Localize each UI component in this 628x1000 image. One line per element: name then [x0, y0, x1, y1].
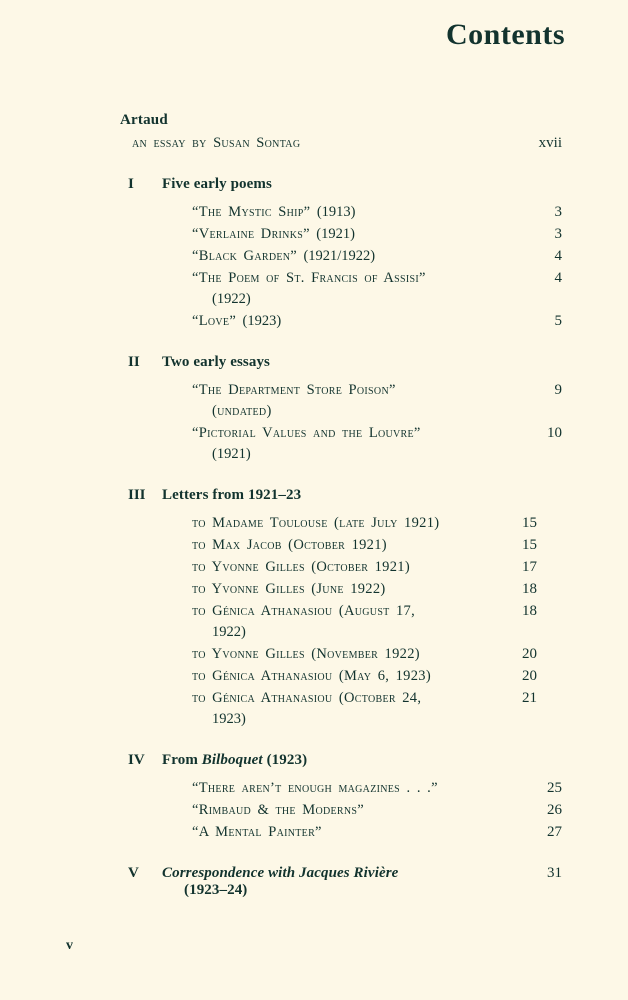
toc-entry-page-number: 4	[554, 270, 562, 286]
toc-entry[interactable]	[0, 224, 628, 245]
toc-part-title: Correspondence with Jacques Rivière (1923–24)	[162, 865, 492, 899]
toc-part-heading[interactable]	[0, 487, 628, 509]
toc-entry-page-number: 27	[547, 824, 562, 840]
toc-part-title: From Bilboquet (1923)	[162, 752, 308, 768]
toc-group-part-v	[0, 865, 628, 898]
toc-body	[0, 112, 628, 898]
toc-part-title: Five early poems	[162, 176, 272, 192]
toc-entry-page-number: 5	[554, 313, 562, 329]
toc-entry[interactable]	[0, 800, 628, 821]
toc-entry-label: to Génica Athanasiou (May 6, 1923)	[192, 668, 431, 684]
toc-entry-page-number: 9	[554, 382, 562, 398]
toc-entry[interactable]	[0, 380, 628, 422]
toc-entry-page-number: 25	[547, 780, 562, 796]
toc-entry-page-number: 15	[522, 537, 537, 553]
toc-entry-page-number: 4	[554, 248, 562, 264]
toc-entry[interactable]	[0, 666, 628, 687]
toc-entry[interactable]	[0, 133, 628, 154]
toc-entry-continuation: (undated)	[212, 403, 272, 419]
toc-entry[interactable]	[0, 202, 628, 223]
toc-entry-label: “Rimbaud & the Moderns”	[192, 802, 364, 818]
toc-entry[interactable]	[0, 822, 628, 843]
toc-part-title: Two early essays	[162, 354, 270, 370]
toc-entry[interactable]	[0, 311, 628, 332]
toc-entry-label: to Yvonne Gilles (June 1922)	[192, 581, 386, 597]
toc-part-title-continuation: (1923–24)	[184, 882, 248, 898]
toc-part-heading[interactable]	[0, 176, 628, 198]
toc-entry-label: “Black Garden” (1921/1922)	[192, 248, 376, 264]
toc-entry-page-number: 21	[522, 690, 537, 706]
toc-entry-list	[0, 202, 628, 332]
toc-entry-continuation: 1923)	[212, 711, 246, 727]
toc-entry[interactable]	[0, 246, 628, 267]
toc-entry-list	[0, 380, 628, 465]
toc-part-heading[interactable]	[0, 865, 628, 898]
toc-entry-label: “Verlaine Drinks” (1921)	[192, 226, 355, 242]
toc-entry-label: to Génica Athanasiou (August 17, 1922)	[192, 601, 522, 643]
toc-entry-label: to Max Jacob (October 1921)	[192, 537, 387, 553]
toc-entry[interactable]	[0, 778, 628, 799]
toc-entry-label: “The Poem of St. Francis of Assisi” (1922)	[192, 268, 502, 310]
toc-entry-page-number: 18	[522, 581, 537, 597]
toc-group-part-ii	[0, 354, 628, 465]
toc-entry-page-number: 26	[547, 802, 562, 818]
toc-part-title: Letters from 1921–23	[162, 487, 302, 503]
toc-entry-label: to Génica Athanasiou (October 24, 1923)	[192, 688, 522, 730]
toc-entry-list	[0, 133, 628, 154]
toc-entry-page-number: 20	[522, 668, 537, 684]
toc-entry-label: to Yvonne Gilles (October 1921)	[192, 559, 410, 575]
toc-entry-list	[0, 513, 628, 730]
toc-part-numeral: III	[128, 487, 146, 503]
toc-entry-date: (1921)	[316, 226, 355, 242]
toc-entry-page-number: 18	[522, 603, 537, 619]
toc-part-heading[interactable]	[0, 354, 628, 376]
toc-entry-label: an essay by Susan Sontag	[132, 135, 301, 151]
toc-entry-label: “Pictorial Values and the Louvre” (1921)	[192, 423, 502, 465]
toc-entry[interactable]	[0, 601, 628, 643]
toc-entry[interactable]	[0, 557, 628, 578]
toc-entry[interactable]	[0, 535, 628, 556]
folio-page-number: v	[66, 938, 73, 953]
toc-entry-label: “A Mental Painter”	[192, 824, 322, 840]
toc-group-part-iv	[0, 752, 628, 843]
toc-entry-label: to Yvonne Gilles (November 1922)	[192, 646, 420, 662]
page-title: Contents	[445, 18, 565, 51]
toc-part-heading[interactable]	[0, 752, 628, 774]
toc-entry[interactable]	[0, 644, 628, 665]
toc-entry-label: “The Department Store Poison” (undated)	[192, 380, 502, 422]
toc-part-numeral: I	[128, 176, 134, 192]
toc-entry[interactable]	[0, 423, 628, 465]
toc-entry-page-number: 10	[547, 425, 562, 441]
front-matter-title: Artaud	[120, 112, 168, 128]
toc-entry-page-number: 3	[554, 226, 562, 242]
toc-entry[interactable]	[0, 513, 628, 534]
toc-entry-continuation: (1921)	[212, 446, 251, 462]
toc-entry-continuation: (1922)	[212, 291, 251, 307]
toc-entry-label: “The Mystic Ship” (1913)	[192, 204, 356, 220]
toc-part-title-italic: Bilboquet	[201, 752, 263, 768]
toc-entry-continuation: 1922)	[212, 624, 246, 640]
toc-entry-label: “There aren’t enough magazines . . .”	[192, 780, 438, 796]
toc-group-part-iii	[0, 487, 628, 730]
toc-entry[interactable]	[0, 579, 628, 600]
toc-entry-date: (1921/1922)	[303, 248, 376, 264]
toc-entry-page-number: 15	[522, 515, 537, 531]
toc-part-page-number: 31	[547, 865, 562, 881]
toc-entry-date: (1923)	[242, 313, 282, 329]
toc-entry[interactable]	[0, 268, 628, 310]
toc-entry-label: “Love” (1923)	[192, 313, 282, 329]
toc-entry-date: (1913)	[316, 204, 356, 220]
toc-entry-page-number: 3	[554, 204, 562, 220]
toc-entry-label: to Madame Toulouse (late July 1921)	[192, 515, 440, 531]
toc-part-numeral: V	[128, 865, 139, 881]
toc-entry-list	[0, 778, 628, 843]
toc-part-numeral: II	[128, 354, 140, 370]
toc-group-front-matter	[0, 112, 628, 154]
toc-entry-page-number: 17	[522, 559, 537, 575]
toc-part-numeral: IV	[128, 752, 145, 768]
toc-entry-page-number: 20	[522, 646, 537, 662]
toc-group-part-i	[0, 176, 628, 332]
toc-entry[interactable]	[0, 688, 628, 730]
toc-entry-page-number: xvii	[538, 135, 562, 151]
